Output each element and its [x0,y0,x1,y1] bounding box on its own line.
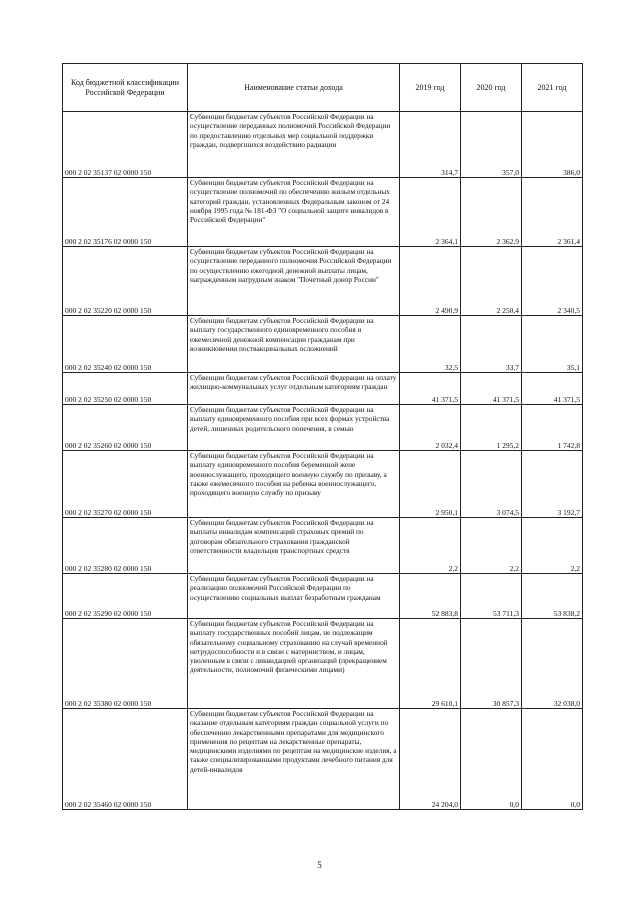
table-row [63,178,583,247]
budget-code: 000 2 02 35240 02 0000 150 [63,316,188,373]
value-2019: 2 364,1 [400,178,461,247]
value-2020: 53 711,3 [461,574,522,619]
value-2020: 2 250,4 [461,247,522,316]
value-2021: 3 192,7 [522,451,583,518]
table-row [63,405,583,451]
header-2021: 2021 год [522,64,583,112]
budget-code: 000 2 02 35280 02 0000 150 [63,518,188,574]
value-2019: 32,5 [400,316,461,373]
revenue-item-name: Субвенции бюджетам субъектов Российской Федерации на оплату жилищно-коммунальных услуг отдельным категориям граждан [188,373,400,405]
header-code: Код бюджетной классификации Российской Федерации [63,64,188,112]
budget-table [62,63,583,810]
value-2021: 32 038,0 [522,619,583,709]
value-2021: 41 371,5 [522,373,583,405]
value-2021: 2,2 [522,518,583,574]
budget-code: 000 2 02 35260 02 0000 150 [63,405,188,451]
budget-code: 000 2 02 35137 02 0000 150 [63,112,188,178]
value-2021: 2 361,4 [522,178,583,247]
revenue-item-name: Субвенции бюджетам субъектов Российской Федерации на осуществление переданного полномочия Российской Федерации по осуществлению ежегодной денежной выплаты лицам, награжденным нагрудным знаком "Почетный донор России" [188,247,400,316]
table-row [63,451,583,518]
budget-code: 000 2 02 35250 02 0000 150 [63,373,188,405]
page-number: 5 [317,860,322,870]
value-2020: 2,2 [461,518,522,574]
value-2021: 386,0 [522,112,583,178]
revenue-item-name: Субвенции бюджетам субъектов Российской Федерации на выплату единовременного пособия беременной жене военнослужащего, проходящего военную службу по призыву, а также ежемесячного пособия на ребенка военнослужащего, проходящего военную службу по призыву [188,451,400,518]
budget-code: 000 2 02 35270 02 0000 150 [63,451,188,518]
value-2020: 3 074,5 [461,451,522,518]
value-2020: 357,0 [461,112,522,178]
table-row [63,316,583,373]
revenue-item-name: Субвенции бюджетам субъектов Российской Федерации на выплату государственных пособий лицам, не подлежащим обязательному социальному страхованию на случай временной нетрудоспособности и в связи с материнством, и лицам, уволенным в связи с ликвидацией организаций (прекращением деятельности, полномочий физическими лицами) [188,619,400,709]
value-2019: 2 490,9 [400,247,461,316]
table-row [63,247,583,316]
table-row [63,619,583,709]
budget-code: 000 2 02 35380 02 0000 150 [63,619,188,709]
budget-code: 000 2 02 35460 02 0000 150 [63,709,188,810]
header-name: Наименование статьи дохода [188,64,400,112]
table-row [63,574,583,619]
value-2019: 24 204,0 [400,709,461,810]
header-2019: 2019 год [400,64,461,112]
value-2020: 41 371,5 [461,373,522,405]
header-2020: 2020 год [461,64,522,112]
value-2020: 2 362,9 [461,178,522,247]
table-row [63,373,583,405]
revenue-item-name: Субвенции бюджетам субъектов Российской Федерации на оказание отдельным категориям граждан социальной услуги по обеспечению лекарственными препаратами для медицинского применения по рецептам на лекарственные препараты, медицинскими изделиями по рецептам на медицинские изделия, а также специализированными продуктами лечебного питания для детей-инвалидов [188,709,400,810]
table-row [63,518,583,574]
revenue-item-name: Субвенции бюджетам субъектов Российской Федерации на выплату единовременного пособия при всех формах устройства детей, лишенных родительского попечения, в семью [188,405,400,451]
value-2019: 2,2 [400,518,461,574]
value-2021: 1 742,8 [522,405,583,451]
revenue-item-name: Субвенции бюджетам субъектов Российской Федерации на реализацию полномочий Российской Федерации по осуществлению социальных выплат безработным гражданам [188,574,400,619]
value-2019: 2 950,1 [400,451,461,518]
value-2019: 2 032,4 [400,405,461,451]
value-2019: 29 610,1 [400,619,461,709]
budget-code: 000 2 02 35290 02 0000 150 [63,574,188,619]
value-2021: 35,1 [522,316,583,373]
header-row [63,64,583,112]
value-2020: 0,0 [461,709,522,810]
revenue-item-name: Субвенции бюджетам субъектов Российской Федерации на осуществление переданных полномочий Российской Федерации по предоставлению отдельных мер социальной поддержки граждан, подвергшихся воздействию радиации [188,112,400,178]
budget-code: 000 2 02 35220 02 0000 150 [63,247,188,316]
value-2019: 41 371,5 [400,373,461,405]
value-2020: 30 857,3 [461,619,522,709]
revenue-item-name: Субвенции бюджетам субъектов Российской Федерации на осуществление полномочий по обеспечению жильем отдельных категорий граждан, установленных Федеральным законом от 24 ноября 1995 года № 181-ФЗ "О социальной защите инвалидов в Российской Федерации" [188,178,400,247]
value-2020: 33,7 [461,316,522,373]
table-row [63,709,583,810]
value-2019: 52 883,8 [400,574,461,619]
value-2021: 2 340,5 [522,247,583,316]
value-2021: 53 838,2 [522,574,583,619]
value-2021: 0,0 [522,709,583,810]
value-2020: 1 295,2 [461,405,522,451]
revenue-item-name: Субвенции бюджетам субъектов Российской Федерации на выплаты инвалидам компенсаций страховых премий по договорам обязательного страхования гражданской ответственности владельцев транспортных средств [188,518,400,574]
table-row [63,112,583,178]
budget-code: 000 2 02 35176 02 0000 150 [63,178,188,247]
revenue-item-name: Субвенции бюджетам субъектов Российской Федерации на выплату государственного единовременного пособия и ежемесячной денежной компенсации гражданам при возникновении поствакцинальных осложнений [188,316,400,373]
value-2019: 314,7 [400,112,461,178]
